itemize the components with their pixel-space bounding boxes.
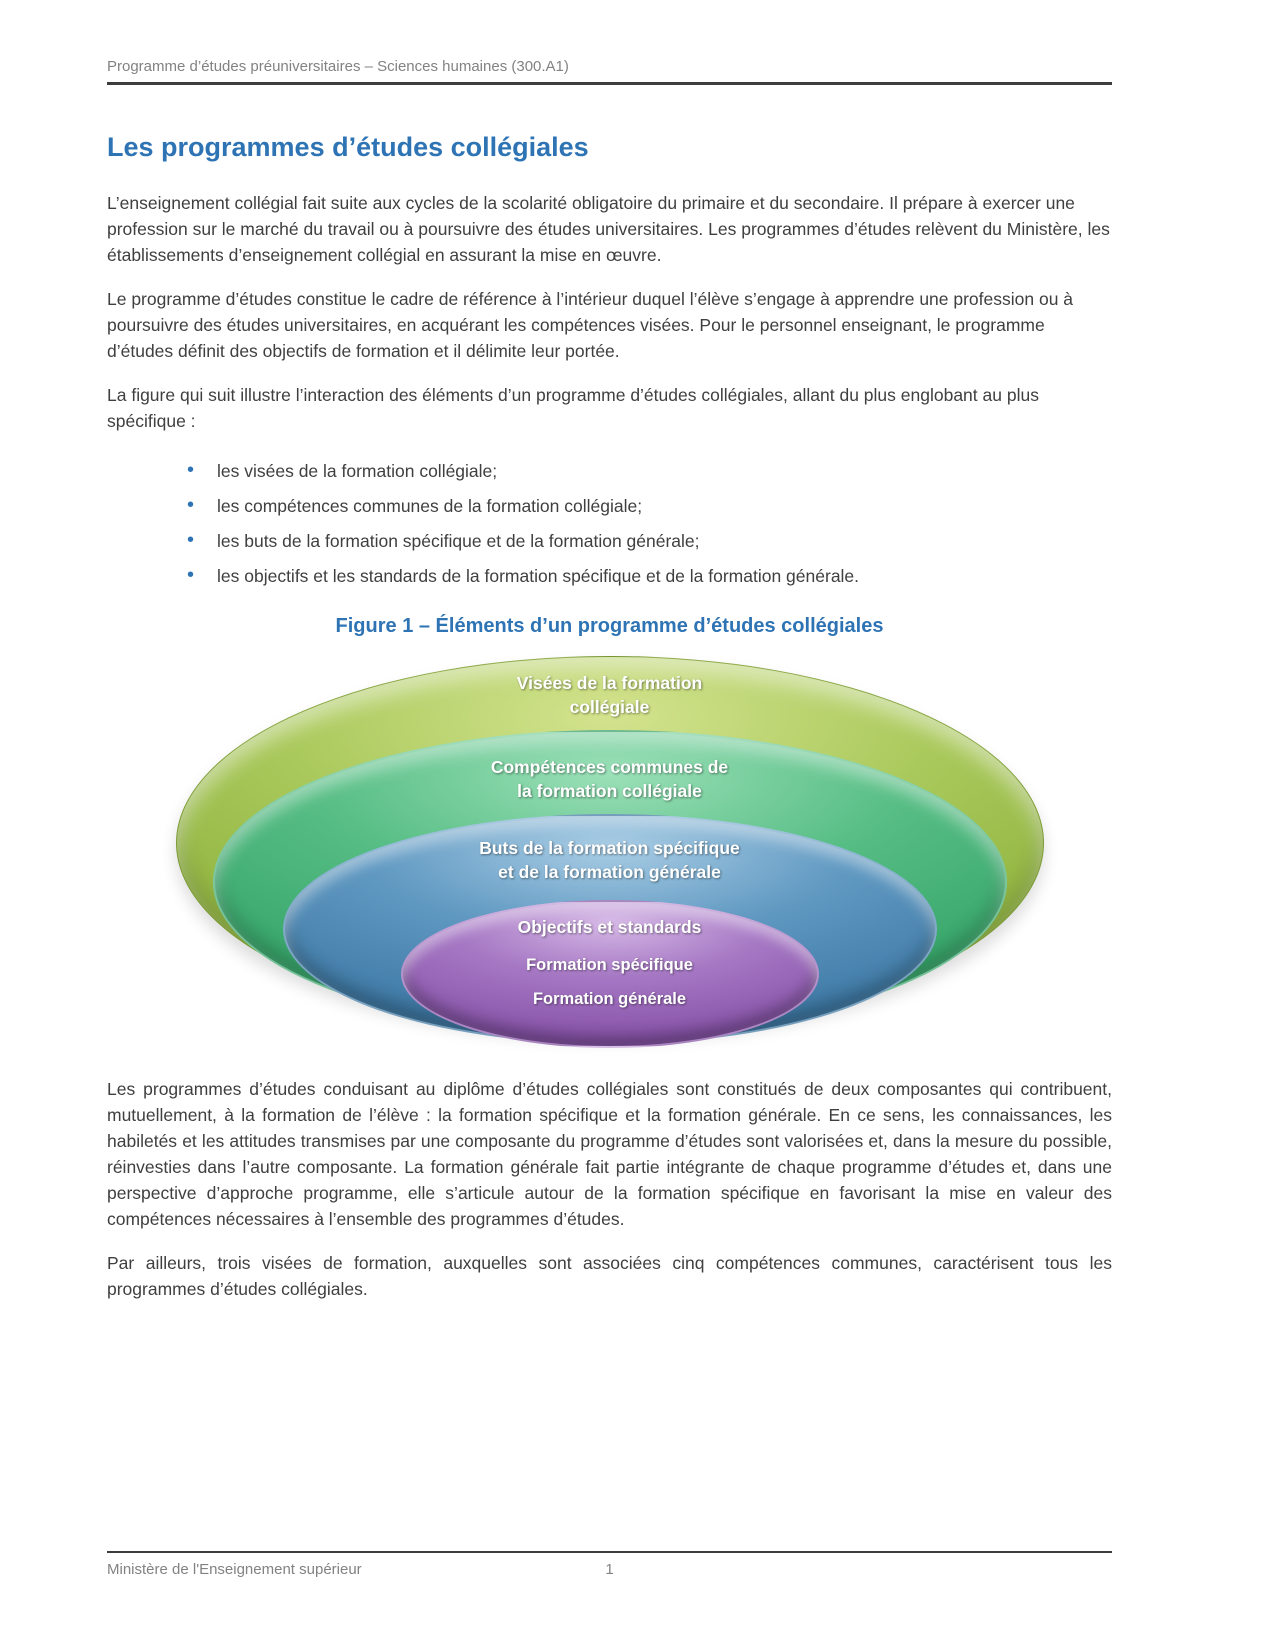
label-competences-line1: Compétences communes de [490, 757, 729, 777]
label-visees-line1: Visées de la formation [516, 673, 703, 693]
list-item-competences: • les compétences communes de la formation collégiale; [185, 493, 1112, 519]
label-formation-specifique: Formation spécifique [526, 956, 693, 974]
footer-ministry: Ministère de l'Enseignement supérieur [107, 1561, 362, 1578]
paragraph-cadre: Le programme d’études constitue le cadre de référence à l’intérieur duquel l’élève s’engage à apprendre une profession ou à poursuivre des études universitaires, en acquérant les compétences visées. Pour le personnel enseignant, le programme d’études définit des objectifs de formation et il délimite leur portée. [107, 289, 1074, 361]
footer-page-number: 1 [605, 1561, 614, 1578]
page-header [107, 58, 1112, 85]
paragraph-composantes: Les programmes d’études conduisant au diplôme d’études collégiales sont constitués de deux composantes qui contribuent, mutuellement, à la formation de l’élève : la formation spécifique et la formation générale. En ce sens, les connaissances, les habiletés et les attitudes transmises par une composante du programme d’études sont valorisées et, dans la mesure du possible, réinvesties dans l’autre composante. La formation générale fait partie intégrante de chaque programme d’études et, dans une perspective d’approche programme, elle s’articule autour de la formation spécifique en favorisant la mise en valeur des compétences nécessaires à l’ensemble des programmes d’études. [107, 1079, 1112, 1229]
label-visees [174, 671, 1046, 719]
list-item-objectifs: • les objectifs et les standards de la formation spécifique et de la formation générale. [185, 563, 1112, 589]
list-item-visees: • les visées de la formation collégiale; [185, 458, 1112, 484]
paragraph-intro: L’enseignement collégial fait suite aux cycles de la scolarité obligatoire du primaire et du secondaire. Il prépare à exercer une profession sur le marché du travail ou à poursuivre des études universitaires. Les programmes d’études relèvent du Ministère, les établissements d’enseignement collégial en assurant la mise en œuvre. [107, 193, 1110, 265]
label-competences-line2: la formation collégiale [517, 781, 702, 801]
label-buts-line1: Buts de la formation spécifique [479, 838, 740, 858]
label-buts [174, 836, 1046, 884]
label-buts-line2: et de la formation générale [498, 862, 721, 882]
paragraph-figure-lead: La figure qui suit illustre l’interaction des éléments d’un programme d’études collégiales, allant du plus englobant au plus spécifique : [107, 385, 1039, 431]
footer-rule [107, 1551, 1112, 1553]
label-competences [174, 755, 1046, 803]
page-title: Les programmes d’études collégiales [107, 132, 589, 162]
paragraph-visees-communes: Par ailleurs, trois visées de formation, auxquelles sont associées cinq compétences communes, caractérisent tous les programmes d’études collégiales. [107, 1253, 1112, 1299]
label-formation-generale: Formation générale [532, 990, 687, 1008]
label-objectifs-standards: Objectifs et standards [517, 917, 702, 937]
figure-caption: Figure 1 – Éléments d’un programme d’études collégiales [335, 615, 884, 637]
list-item-buts: • les buts de la formation spécifique et de la formation générale; [185, 528, 1112, 554]
figure-nested-ellipses [174, 656, 1046, 1050]
page-footer [107, 1551, 1112, 1578]
label-visees-line2: collégiale [569, 697, 650, 717]
header-rule [107, 82, 1112, 85]
bullet-list [185, 458, 1112, 589]
running-header-title: Programme d’études préuniversitaires – Sciences humaines (300.A1) [107, 58, 569, 75]
